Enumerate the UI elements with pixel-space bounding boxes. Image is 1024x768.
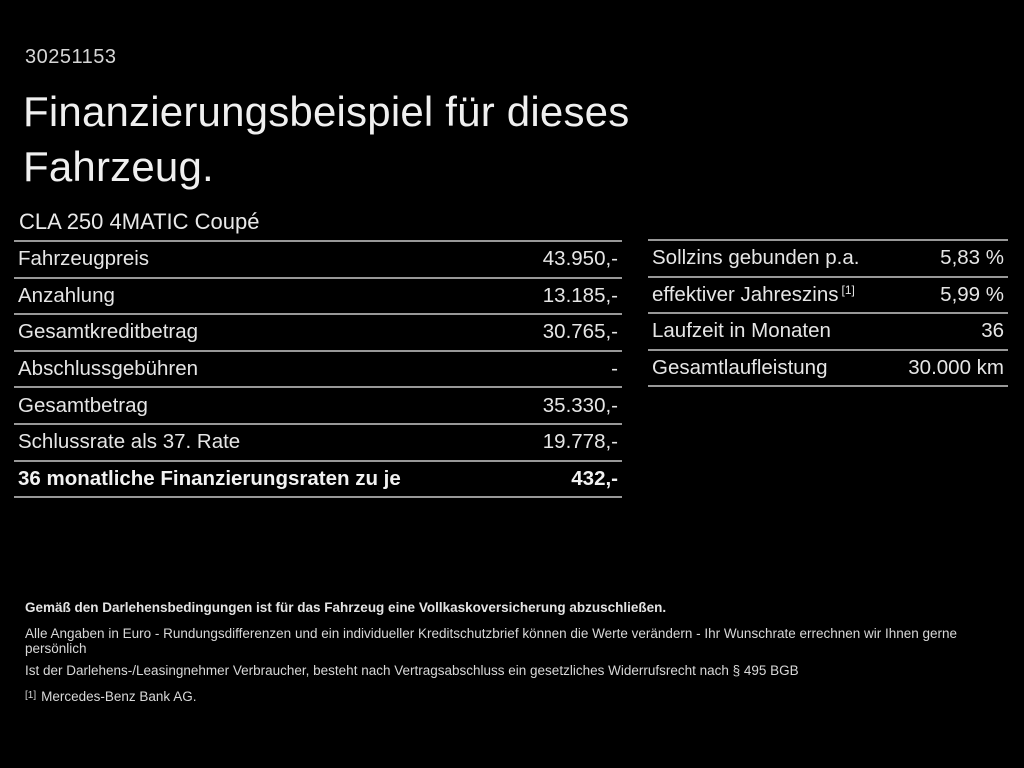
page-title-line2: Fahrzeug.	[23, 143, 214, 190]
finance-table-left	[14, 240, 622, 498]
footer	[25, 600, 1005, 706]
row-label: Anzahlung	[18, 283, 115, 307]
row-label: 36 monatliche Finanzierungsraten zu je	[18, 466, 401, 490]
footnote-marker: [1]	[25, 690, 37, 701]
page-title	[23, 84, 629, 194]
table-row	[648, 239, 1008, 276]
row-value: 5,83 %	[940, 246, 1004, 270]
table-row	[14, 240, 622, 277]
row-value: 30.000 km	[908, 356, 1004, 380]
row-value: 432,-	[571, 466, 618, 490]
vehicle-model-heading: CLA 250 4MATIC Coupé	[19, 209, 260, 234]
page-title-line1: Finanzierungsbeispiel für dieses	[23, 88, 630, 135]
table-row	[14, 350, 622, 387]
row-label: Abschlussgebühren	[18, 357, 199, 381]
footer-disclaimer: Alle Angaben in Euro - Rundungsdifferenzen und ein individueller Kreditschutzbrief können die Werte verändern - Ihr Wunschrate errechnen wir Ihnen gerne persönlich	[25, 626, 958, 656]
footer-insurance-note: Gemäß den Darlehensbedingungen ist für das Fahrzeug eine Vollkaskoversicherung abzuschließen.	[25, 600, 667, 615]
row-label: Gesamtbetrag	[18, 393, 148, 417]
row-label: Schlussrate als 37. Rate	[18, 430, 241, 454]
footnote	[25, 689, 1005, 706]
row-label: Gesamtkreditbetrag	[18, 320, 199, 344]
row-value: 43.950,-	[542, 247, 618, 271]
table-row	[14, 313, 622, 350]
footer-withdrawal-note: Ist der Darlehens-/Leasingnehmer Verbraucher, besteht nach Vertragsabschluss ein gesetzliches Widerrufsrecht nach § 495 BGB	[25, 663, 799, 678]
row-label: Sollzins gebunden p.a.	[652, 246, 860, 270]
footnote-reference: [1]	[841, 282, 855, 297]
row-value: 5,99 %	[940, 282, 1004, 306]
row-label: Gesamtlaufleistung	[652, 356, 828, 380]
row-label: Fahrzeugpreis	[18, 247, 150, 271]
table-row	[648, 312, 1008, 349]
row-label: Laufzeit in Monaten	[652, 319, 831, 343]
row-value: 13.185,-	[542, 283, 618, 307]
offer-id: 30251153	[25, 46, 117, 68]
table-row	[648, 349, 1008, 386]
footnote-text: Mercedes-Benz Bank AG.	[41, 689, 197, 704]
table-row	[14, 386, 622, 423]
row-value: -	[611, 357, 618, 381]
row-value: 19.778,-	[542, 430, 618, 454]
table-row	[14, 423, 622, 460]
table-row-monthly-rate	[14, 460, 622, 497]
table-row	[14, 277, 622, 314]
table-row	[648, 276, 1008, 313]
row-label: effektiver Jahreszins [1]	[652, 282, 855, 306]
row-value: 30.765,-	[542, 320, 618, 344]
finance-table-right	[648, 239, 1008, 387]
row-value: 36	[981, 319, 1004, 343]
row-value: 35.330,-	[542, 393, 618, 417]
